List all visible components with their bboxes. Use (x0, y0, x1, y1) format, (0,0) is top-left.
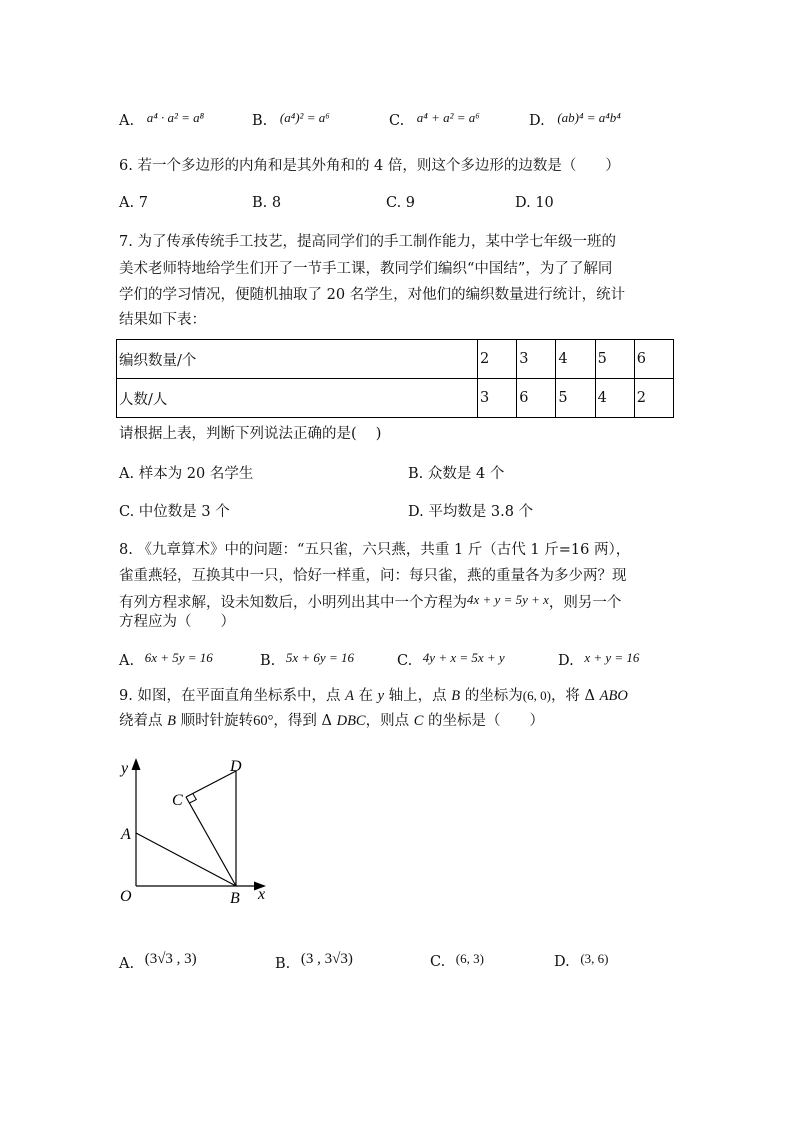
q8-option-d-label: D. (558, 653, 574, 669)
q7-option-c: C. 中位数是 3 个 (119, 504, 230, 520)
q6-stem: 6. 若一个多边形的内角和是其外角和的 4 倍，则这个多边形的边数是（ ） (119, 158, 620, 174)
table-cell: 6 (634, 340, 673, 379)
table-cell: 3 (478, 379, 517, 418)
q9-text: 的坐标为 (460, 688, 523, 704)
q8-line-2: 雀重燕轻，互换其中一只，恰好一样重，问：每只雀，燕的重量各为多少两？现 (119, 568, 627, 584)
table-cell: 4 (556, 340, 595, 379)
q9-b-coordinate: (6, 0) (522, 688, 551, 703)
label-c: C (172, 792, 183, 809)
q5-option-c (389, 110, 480, 129)
q5-option-c-label: C. (389, 113, 405, 129)
q9-triangle-abo: ABO (599, 688, 628, 704)
q8-line-3-tail: ，则另一个 (548, 595, 622, 611)
q8-option-c-label: C. (397, 653, 413, 669)
q7-stem-line-3: 学们的学习情况，便随机抽取了 20 名学生，对他们的编织数量进行统计，统计 (119, 287, 626, 303)
q9-y-axis-name: y (377, 688, 385, 704)
q9-point-c: C (413, 713, 424, 729)
table-cell: 2 (634, 379, 673, 418)
q9-option-d (554, 951, 609, 970)
segment-dc (186, 771, 236, 797)
q9-point-b: B (167, 713, 176, 729)
q9-text: 的坐标是（ ） (423, 713, 544, 729)
q7-option-d: D. 平均数是 3.8 个 (408, 504, 534, 520)
table-cell: 6 (517, 379, 556, 418)
q6-option-c: C. 9 (386, 195, 416, 211)
q8-line-4: 方程应为（ ） (119, 614, 235, 630)
label-x: x (258, 886, 266, 903)
table-row (117, 340, 674, 379)
q8-option-d-expr: x + y = 16 (584, 650, 640, 665)
table-row (117, 379, 674, 418)
q9-option-c (430, 951, 484, 970)
q7-prompt: 请根据上表，判断下列说法正确的是( ) (119, 426, 382, 442)
table-cell: 3 (517, 340, 556, 379)
q5-option-b (252, 110, 330, 129)
label-b: B (230, 890, 240, 907)
q9-text: 在 (353, 688, 378, 704)
q5-option-d-label: D. (529, 113, 545, 129)
q8-option-d (558, 650, 639, 669)
q9-option-b (275, 951, 353, 972)
q9-option-b-label: B. (275, 956, 291, 972)
table-cell: 5 (556, 379, 595, 418)
q9-option-c-label: C. (430, 954, 446, 970)
q7-stem-line-2: 美术老师特地给学生们开了一节手工课，教同学们编织“中国结”，为了了解同 (119, 261, 613, 277)
q8-given-equation: 4x + y = 5y + x (467, 592, 549, 607)
q8-option-a-label: A. (119, 653, 135, 669)
q7-data-table (116, 339, 674, 418)
q6-option-d: D. 10 (515, 195, 554, 211)
label-d: D (230, 758, 242, 775)
q7-option-b: B. 众数是 4 个 (408, 466, 505, 482)
q9-rotation-angle: 60° (253, 713, 274, 729)
q5-option-a-expr: a⁴ · a² = a⁸ (146, 110, 205, 125)
q9-option-b-expr: (3 , 3√3) (300, 951, 353, 967)
q6-option-b: B. 8 (252, 195, 282, 211)
label-o: O (120, 888, 132, 905)
q9-option-c-expr: (6, 3) (455, 951, 484, 966)
q9-triangle-dbc: DBC (336, 713, 366, 729)
q9-option-a-expr: (3√3 , 3) (144, 951, 197, 967)
q9-text: 9. 如图，在平面直角坐标系中，点 (119, 688, 346, 704)
q9-point-b: B (451, 688, 461, 704)
q5-option-c-expr: a⁴ + a² = a⁶ (416, 110, 480, 125)
y-axis-arrow-icon (132, 758, 141, 770)
q5-option-a (119, 110, 204, 129)
q9-option-a (119, 951, 197, 972)
q9-option-d-label: D. (554, 954, 570, 970)
q9-text: 顺时针旋转 (175, 713, 254, 729)
q9-text: ，则点 (365, 713, 414, 729)
q9-text: ，将 Δ (550, 688, 600, 704)
q7-stem-line-1: 7. 为了传承传统手工技艺，提高同学们的手工制作能力，某中学七年级一班的 (119, 234, 616, 250)
q5-option-d (529, 110, 621, 129)
q5-option-b-label: B. (252, 113, 268, 129)
q8-option-c-expr: 4y + x = 5x + y (422, 650, 505, 665)
q9-text: 绕着点 (119, 713, 168, 729)
q5-option-a-label: A. (119, 113, 135, 129)
q5-option-b-expr: (a⁴)² = a⁶ (279, 110, 330, 125)
q8-option-a (119, 650, 213, 669)
q8-line-1: 8. 《九章算术》中的问题：“五只雀，六只燕，共重 1 斤（古代 1 斤=16 两）， (119, 542, 631, 558)
q7-option-a: A. 样本为 20 名学生 (119, 466, 254, 482)
q9-line-1 (119, 686, 628, 706)
label-a: A (121, 826, 131, 843)
q8-line-3-text: 有列方程求解，设未知数后，小明列出其中一个方程为 (119, 595, 467, 611)
table-row-label: 编织数量/个 (117, 340, 478, 379)
q8-option-b-expr: 5x + 6y = 16 (285, 650, 354, 665)
q6-option-a: A. 7 (119, 195, 148, 211)
table-cell: 2 (478, 340, 517, 379)
table-cell: 4 (595, 379, 634, 418)
q8-option-b (260, 650, 354, 669)
q8-option-b-label: B. (260, 653, 276, 669)
q8-option-a-expr: 6x + 5y = 16 (144, 650, 213, 665)
q5-option-d-expr: (ab)⁴ = a⁴b⁴ (557, 110, 621, 125)
label-y: y (121, 760, 129, 777)
q8-line-3 (119, 590, 621, 613)
q9-text: 轴上，点 (384, 688, 452, 704)
q9-point-a: A (345, 688, 354, 704)
table-cell: 5 (595, 340, 634, 379)
q9-text: ，得到 Δ (273, 713, 337, 729)
q9-option-d-expr: (3, 6) (580, 951, 609, 966)
q8-option-c (397, 650, 505, 669)
q9-option-a-label: A. (119, 956, 135, 972)
q7-stem-line-4: 结果如下表： (119, 312, 206, 328)
table-row-label: 人数/人 (117, 379, 478, 418)
q9-line-2 (119, 711, 544, 731)
q9-coordinate-figure (112, 752, 282, 912)
